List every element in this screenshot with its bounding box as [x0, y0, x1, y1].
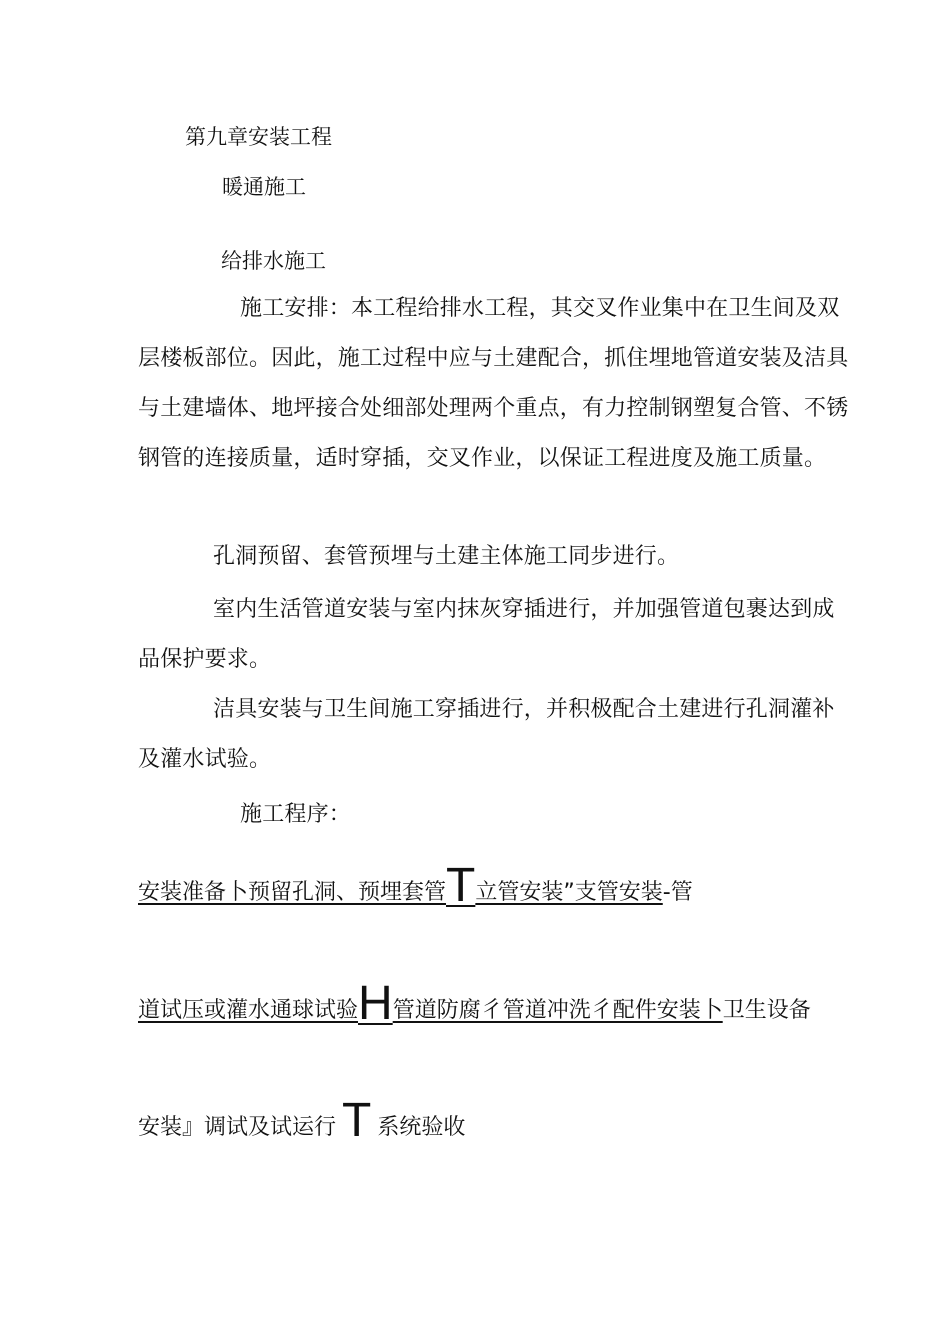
flow-line-3 — [138, 1094, 466, 1167]
section-heading-hvac: 暖通施工 — [222, 175, 306, 199]
flow-step-text: 卫生设备 — [722, 998, 811, 1023]
flow-step-text: 管道防腐彳管道冲洗彳配件安装卜 — [392, 998, 723, 1023]
flow-arrow-glyph: T — [342, 1094, 372, 1147]
flow-line-1 — [138, 859, 693, 932]
flow-step-text: 系统验收 — [377, 1115, 466, 1140]
paragraph-arrangement: 施工安排：本工程给排水工程，其交叉作业集中在卫生间及双层楼板部位。因此，施工过程中应与土建配合，抓住埋地管道安装及洁具与土建墙体、地坪接合处细部处理两个重点，有力控制钢塑复合管、不锈钢管的连接质量，适时穿插，交叉作业，以保证工程进度及施工质量。 — [138, 296, 849, 471]
flow-line-2 — [138, 977, 811, 1050]
paragraph-fixtures: 洁具安装与卫生间施工穿插进行，并积极配合土建进行孔洞灌补及灌水试验。 — [138, 697, 835, 772]
paragraph-holes: 孔洞预留、套管预埋与土建主体施工同步进行。 — [213, 544, 680, 569]
flow-step-text: 安装』调试及试运行 — [138, 1115, 337, 1140]
flow-step-text: 安装准备卜预留孔洞、预埋套管 — [138, 880, 447, 905]
chapter-title: 第九章安装工程 — [185, 125, 332, 149]
flow-step-text: -管 — [662, 880, 693, 905]
flow-step-text: 道试压或灌水通球试验 — [138, 998, 359, 1023]
section-heading-plumbing: 给排水施工 — [221, 249, 326, 273]
paragraph-indoor: 室内生活管道安装与室内抹灰穿插进行，并加强管道包裹达到成品保护要求。 — [138, 597, 835, 672]
flow-arrow-glyph: H — [358, 977, 393, 1030]
flow-arrow-glyph: T — [446, 859, 476, 912]
sequence-label: 施工程序： — [240, 802, 352, 827]
flow-step-text: 立管安装”支管安装 — [475, 880, 663, 905]
